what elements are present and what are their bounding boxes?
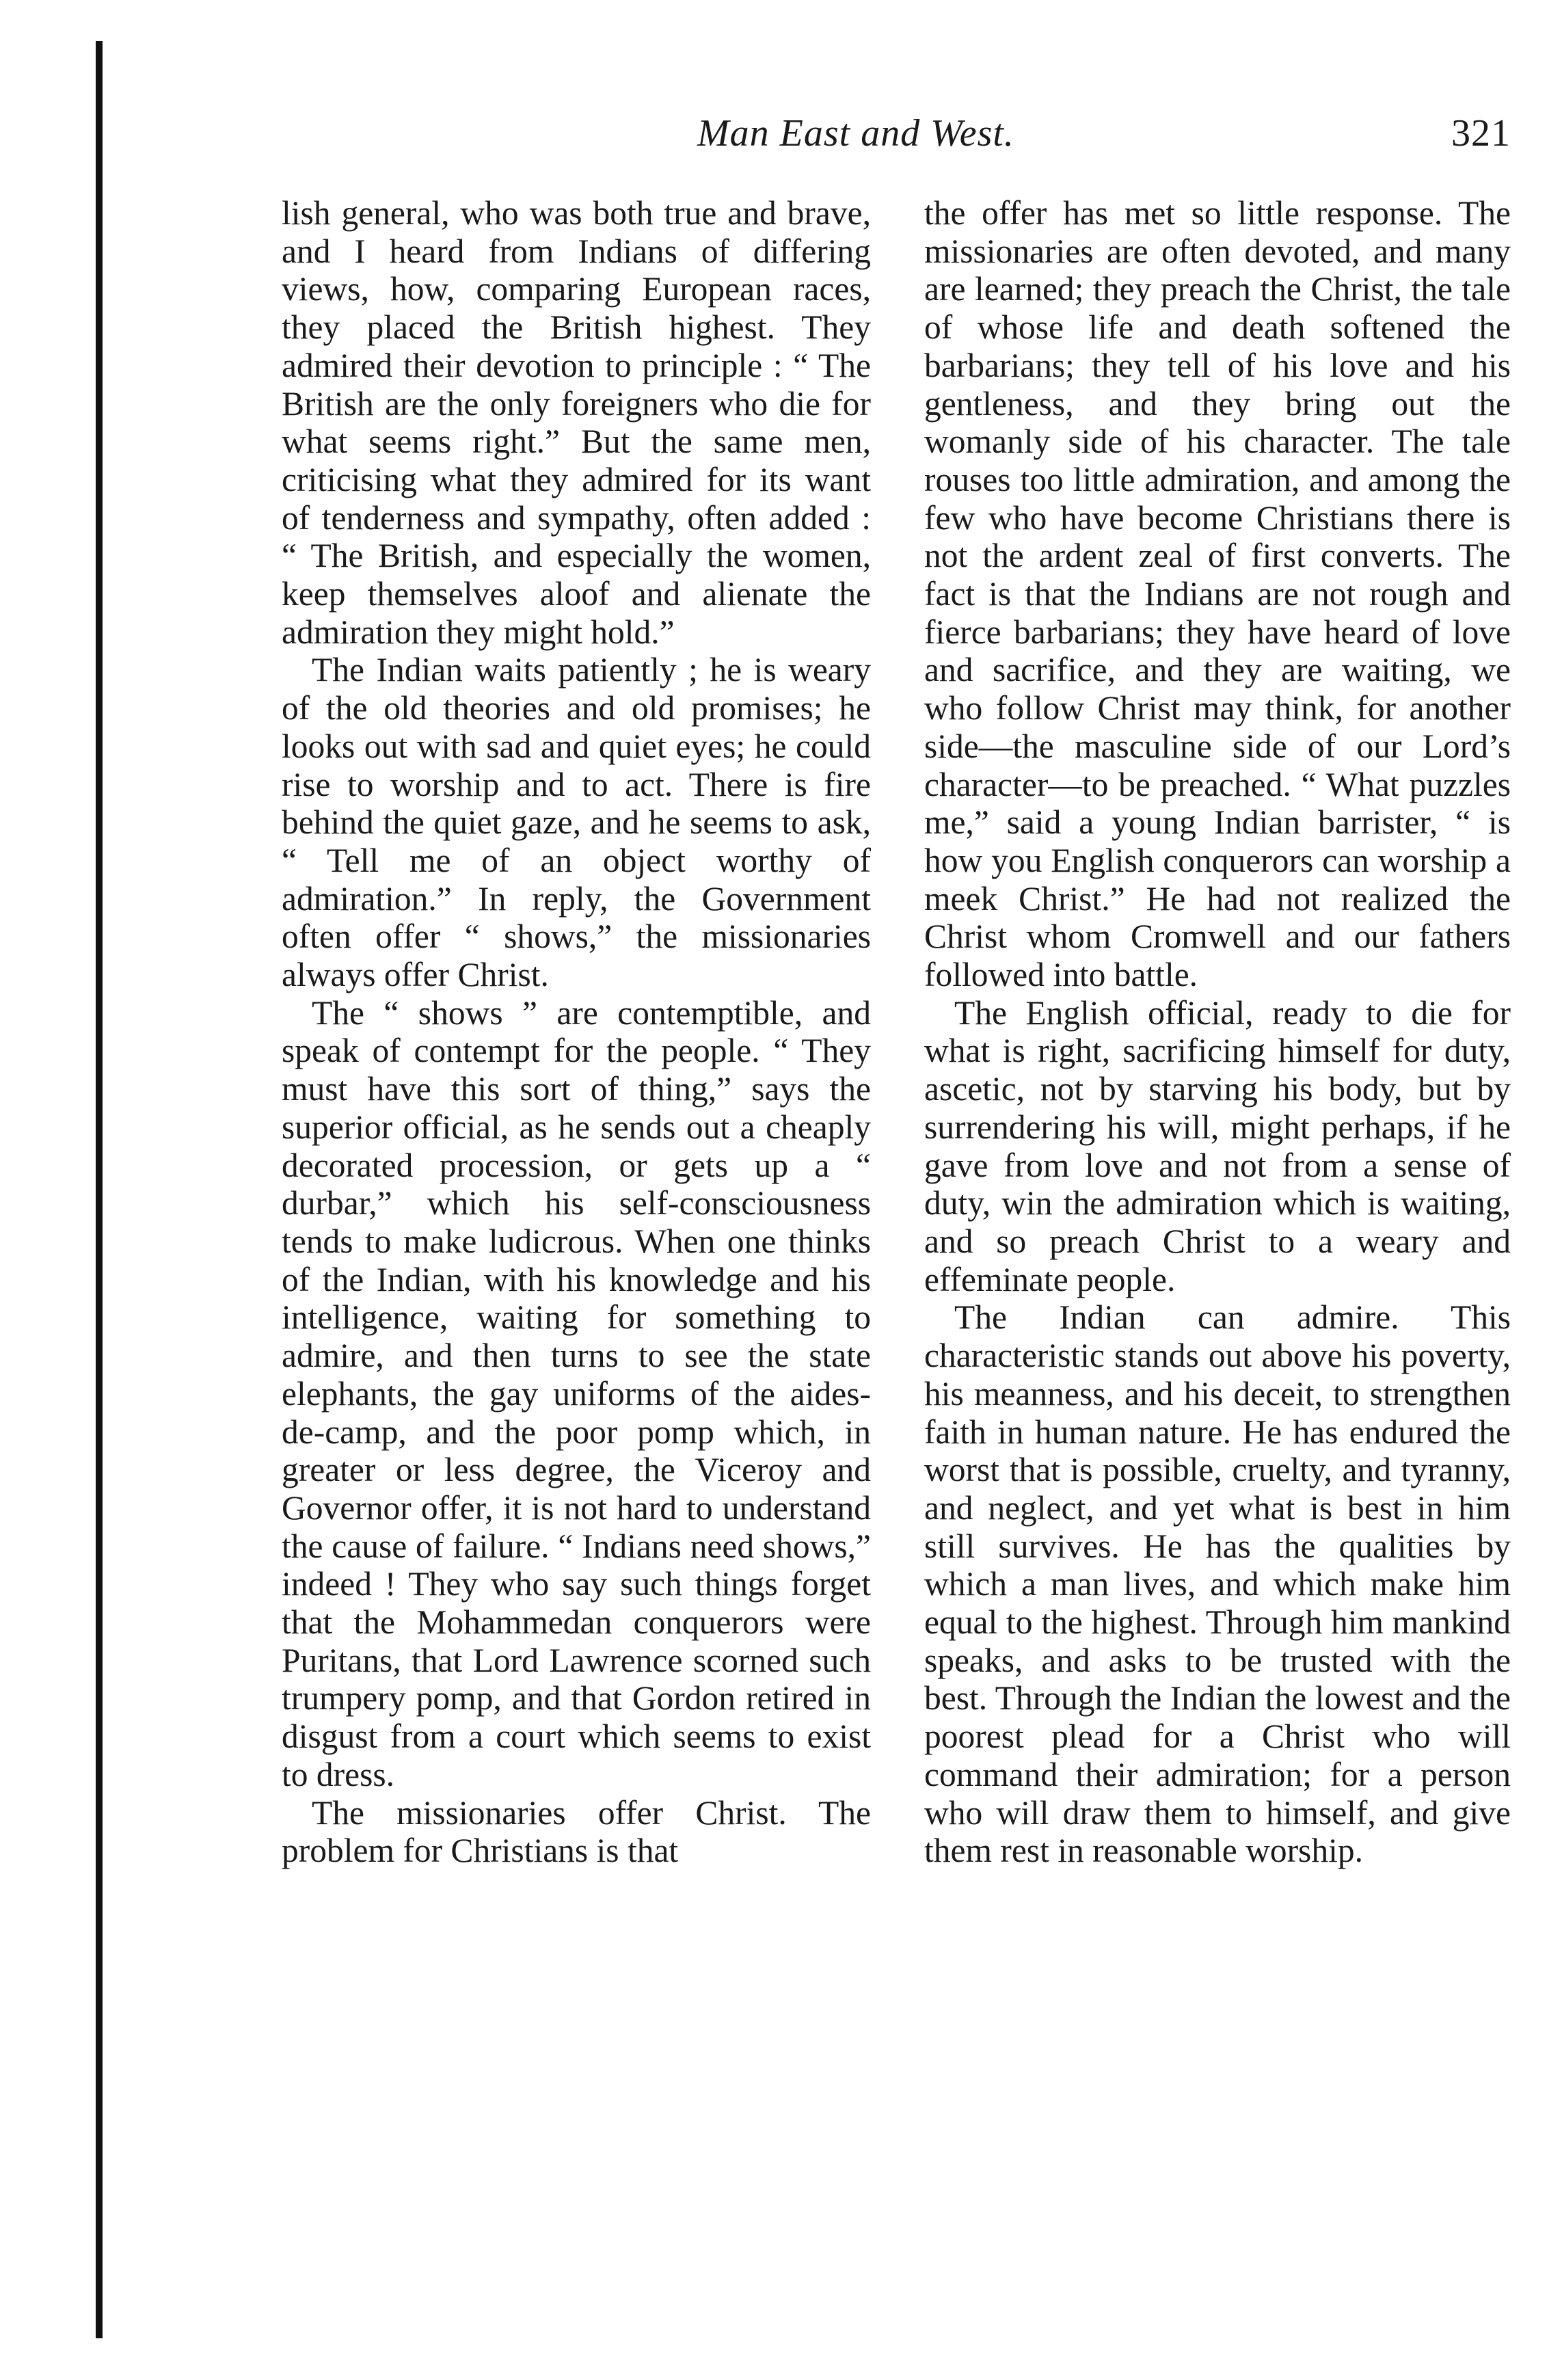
right-column <box>924 194 1511 1870</box>
paragraph: The English official, ready to die for what is right, sacrificing himself for duty, ascetic, not by starving his body, but by surrendering his will, might perhaps, if he gave from love and not from a sense of duty, win the admiration which is waiting, and so preach Christ to a weary and effeminate people. <box>924 993 1511 1298</box>
paragraph: The Indian waits patiently ; he is weary of the old theories and old promises; he looks out with sad and quiet eyes; he could rise to worship and to act. There is fire behind the quiet gaze, and he seems to ask, “ Tell me of an object worthy of admiration.” In reply, the Government often offer “ shows,” the missionaries always offer Christ. <box>282 651 871 994</box>
paragraph: The “ shows ” are contemptible, and speak of contempt for the people. “ They must have this sort of thing,” says the superior official, as he sends out a cheaply decorated procession, or gets up a “ durbar,” which his self-consciousness tends to make ludicrous. When one thinks of the Indian, with his knowledge and his intelligence, waiting for something to admire, and then turns to see the state elephants, the gay uniforms of the aides-de-camp, and the poor pomp which, in greater or less degree, the Viceroy and Governor offer, it is not hard to understand the cause of failure. “ Indians need shows,” indeed ! They who say such things forget that the Mohammedan conquerors were Puritans, that Lord Lawrence scorned such trumpery pomp, and that Gordon retired in disgust from a court which seems to exist to dress. <box>282 993 871 1793</box>
binding-edge <box>96 41 103 2338</box>
running-title: Man East and West. <box>697 112 1014 155</box>
page-header <box>273 103 1511 164</box>
left-column <box>282 194 871 1870</box>
paragraph: The missionaries offer Christ. The problem for Christians is that <box>282 1793 871 1870</box>
paragraph: the offer has met so little response. The missionaries are often devoted, and many are learned; they preach the Christ, the tale of whose life and death softened the barbarians; they tell of his love and his gentleness, and they bring out the womanly side of his character. The tale rouses too little admiration, and among the few who have become Christians there is not the ardent zeal of first converts. The fact is that the Indians are not rough and fierce barbarians; they have heard of love and sacrifice, and they are waiting, we who follow Christ may think, for another side—the masculine side of our Lord’s character—to be preached. “ What puzzles me,” said a young Indian barrister, “ is how you English conquerors can worship a meek Christ.” He had not realized the Christ whom Cromwell and our fathers followed into battle. <box>924 194 1511 994</box>
page-number: 321 <box>1451 112 1511 155</box>
paragraph: lish general, who was both true and brave, and I heard from Indians of differing views, how, comparing European races, they placed the British highest. They admired their devotion to principle : “ The British are the only foreigners who die for what seems right.” But the same men, criticising what they admired for its want of tenderness and sympathy, often added : “ The British, and especially the women, keep themselves aloof and alienate the admiration they might hold.” <box>282 194 871 651</box>
paragraph: The Indian can admire. This characteristic stands out above his poverty, his meanness, and his deceit, to strengthen faith in human nature. He has endured the worst that is possible, cruelty, and tyranny, and neglect, and yet what is best in him still survives. He has the qualities by which a man lives, and which make him equal to the highest. Through him mankind speaks, and asks to be trusted with the best. Through the Indian the lowest and the poorest plead for a Christ who will command their admiration; for a person who will draw them to himself, and give them rest in reasonable worship. <box>924 1298 1511 1870</box>
